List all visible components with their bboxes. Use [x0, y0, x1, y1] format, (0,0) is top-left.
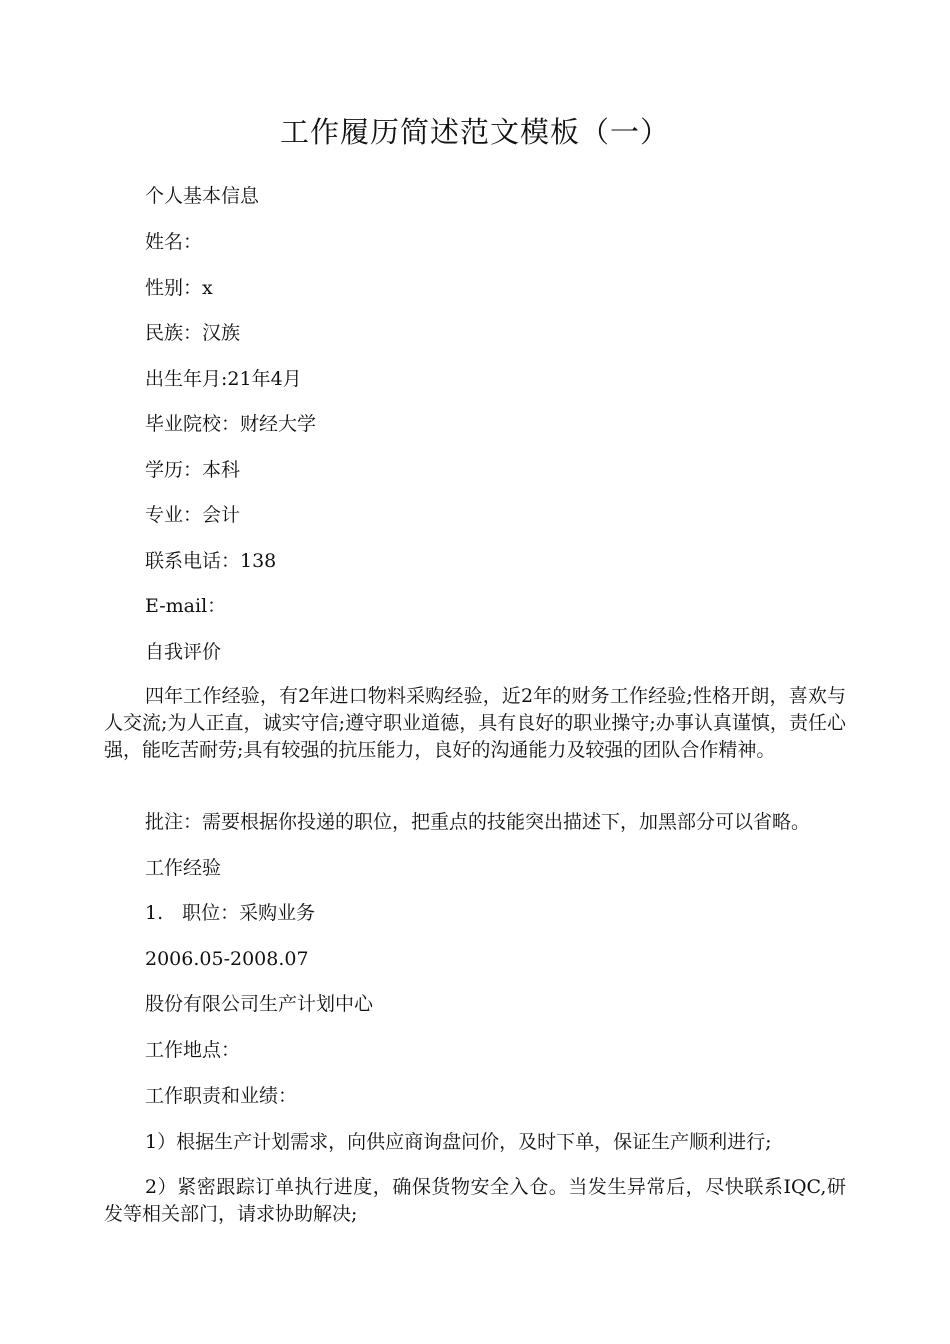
- job-position: 1. 职位：采购业务: [145, 902, 316, 924]
- field-ethnicity: 民族：汉族: [145, 322, 241, 344]
- field-major: 专业：会计: [145, 504, 241, 526]
- section-heading-self-evaluation: 自我评价: [145, 641, 222, 663]
- document-title: 工作履历简述范文模板（一）: [279, 115, 670, 149]
- section-heading-basic-info: 个人基本信息: [145, 185, 260, 207]
- field-school: 毕业院校：财经大学: [145, 413, 317, 435]
- job-duties-heading: 工作职责和业绩：: [145, 1085, 298, 1107]
- section-heading-work-experience: 工作经验: [145, 857, 222, 879]
- job-period: 2006.05-2008.07: [145, 948, 309, 970]
- self-evaluation-note: 批注：需要根据你投递的职位，把重点的技能突出描述下，加黑部分可以省略。: [145, 811, 811, 833]
- job-duty-2: 2）紧密跟踪订单执行进度，确保货物安全入仓。当发生异常后，尽快联系IQC,研发等相关部门，请求协助解决;: [104, 1176, 846, 1225]
- field-name: 姓名：: [145, 231, 203, 253]
- field-education: 学历：本科: [145, 459, 241, 481]
- field-email: E-mail：: [145, 595, 227, 617]
- field-phone: 联系电话：138: [145, 550, 277, 572]
- job-company: 股份有限公司生产计划中心: [145, 993, 374, 1015]
- field-birth: 出生年月:21年4月: [145, 368, 302, 390]
- field-gender: 性别：x: [145, 277, 213, 299]
- job-duty-1: 1）根据生产计划需求，向供应商询盘问价，及时下单，保证生产顺利进行;: [145, 1131, 772, 1153]
- self-evaluation-paragraph: 四年工作经验，有2年进口物料采购经验，近2年的财务工作经验;性格开朗，喜欢与人交流;为人正直，诚实守信;遵守职业道德，具有良好的职业操守;办事认真谨慎，责任心强，能吃苦耐劳;具有较强的抗压能力，良好的沟通能力及较强的团队合作精神。: [104, 685, 846, 761]
- job-location: 工作地点：: [145, 1039, 241, 1061]
